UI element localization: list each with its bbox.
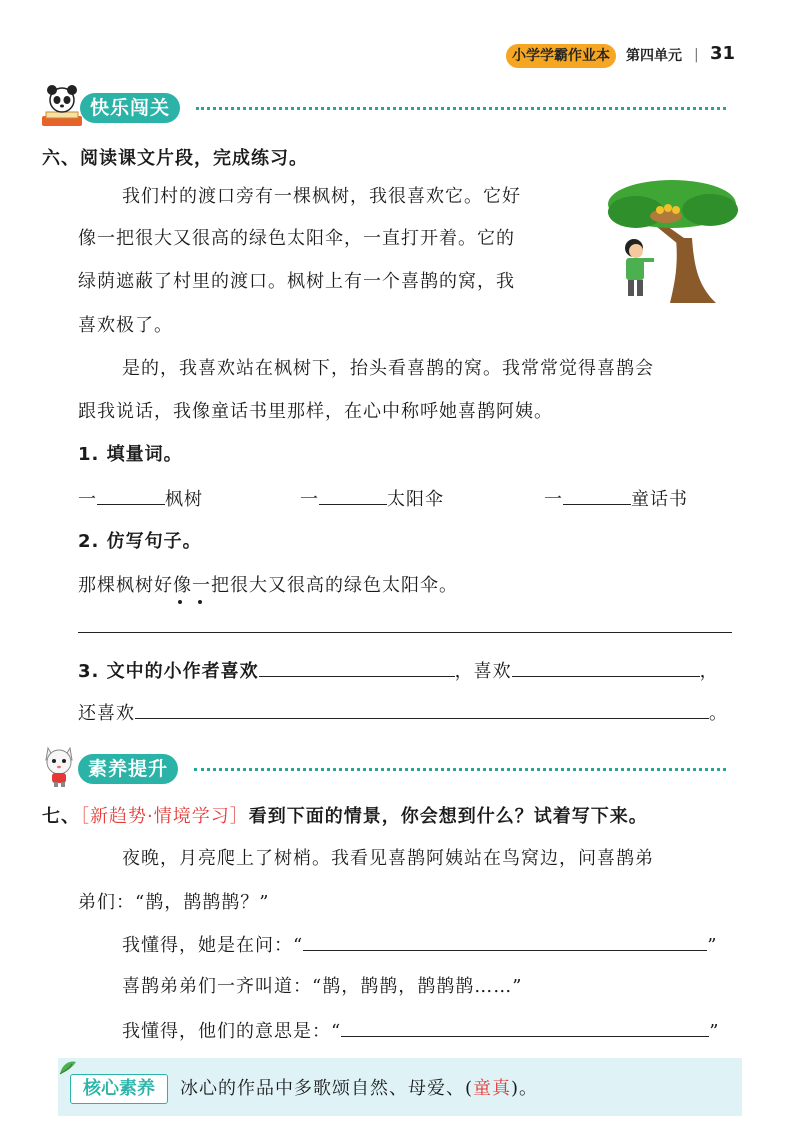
measure-word-item: 一 枫树 xyxy=(78,489,203,510)
header-separator: | xyxy=(694,47,699,63)
sub3-line2: 还喜欢 。 xyxy=(78,703,728,724)
footer-highlight: 童真 xyxy=(473,1078,512,1099)
answer-blank[interactable] xyxy=(303,934,707,951)
sub2-label: 2. 仿写句子。 xyxy=(78,531,202,552)
measure-word-blank[interactable] xyxy=(319,488,387,505)
q7-line: 弟们：“鹊，鹊鹊鹊？” xyxy=(78,892,270,913)
answer-blank[interactable] xyxy=(512,660,700,677)
passage-line: 是的，我喜欢站在枫树下，抬头看喜鹊的窝。我常常觉得喜鹊会 xyxy=(122,358,654,379)
header-book-title: 小学学霸作业本 xyxy=(506,44,616,68)
header-unit: 第四单元 xyxy=(626,48,682,64)
footer-text: 冰心的作品中多歌颂自然、母爱、(童真)。 xyxy=(180,1078,539,1099)
sub3-line1: 3. 文中的小作者喜欢 ，喜欢 ， xyxy=(78,661,719,682)
q7-title: 七、［新趋势·情境学习］看到下面的情景，你会想到什么？试着写下来。 xyxy=(42,806,648,827)
measure-word-item: 一 太阳伞 xyxy=(300,489,444,510)
passage-line: 我们村的渡口旁有一棵枫树，我很喜欢它。它好 xyxy=(122,186,521,207)
page-number: 31 xyxy=(710,43,736,64)
banner-dotted-line xyxy=(194,768,726,771)
passage-line: 像一把很大又很高的绿色太阳伞，一直打开着。它的 xyxy=(78,228,515,249)
banner-dotted-line xyxy=(196,107,726,110)
emphasis-dot xyxy=(198,600,202,604)
measure-word-blank[interactable] xyxy=(97,488,165,505)
model-sentence: 那棵枫树好像一把很大又很高的绿色太阳伞。 xyxy=(78,575,458,596)
measure-word-blank[interactable] xyxy=(563,488,631,505)
q7-line: 我懂得，她是在问：“ ” xyxy=(122,935,718,956)
footer-tag: 核心素养 xyxy=(70,1074,168,1104)
answer-line[interactable] xyxy=(78,632,732,633)
q7-line: 喜鹊弟弟们一齐叫道：“鹊，鹊鹊，鹊鹊鹊……” xyxy=(122,976,523,997)
answer-blank[interactable] xyxy=(341,1020,709,1037)
passage-line: 绿荫遮蔽了村里的渡口。枫树上有一个喜鹊的窝，我 xyxy=(78,271,515,292)
q7-line: 夜晚，月亮爬上了树梢。我看见喜鹊阿姨站在鸟窝边，问喜鹊弟 xyxy=(122,848,654,869)
q7-tag: ［新趋势·情境学习］ xyxy=(80,806,249,827)
sub1-label: 1. 填量词。 xyxy=(78,444,183,465)
answer-blank[interactable] xyxy=(135,702,709,719)
q7-line: 我懂得，他们的意思是：“ ” xyxy=(122,1021,720,1042)
emphasis-dot xyxy=(178,600,182,604)
section-banner-happy-challenge: 快乐闯关 xyxy=(80,93,180,123)
passage-line: 喜欢极了。 xyxy=(78,315,173,336)
passage-line: 跟我说话，我像童话书里那样，在心中称呼她喜鹊阿姨。 xyxy=(78,401,553,422)
boy-under-maple-tree-illustration xyxy=(606,178,738,306)
section-banner-literacy-boost: 素养提升 xyxy=(78,754,178,784)
q6-title: 六、阅读课文片段，完成练习。 xyxy=(42,148,308,169)
measure-word-item: 一 童话书 xyxy=(544,489,688,510)
answer-blank[interactable] xyxy=(259,660,455,677)
